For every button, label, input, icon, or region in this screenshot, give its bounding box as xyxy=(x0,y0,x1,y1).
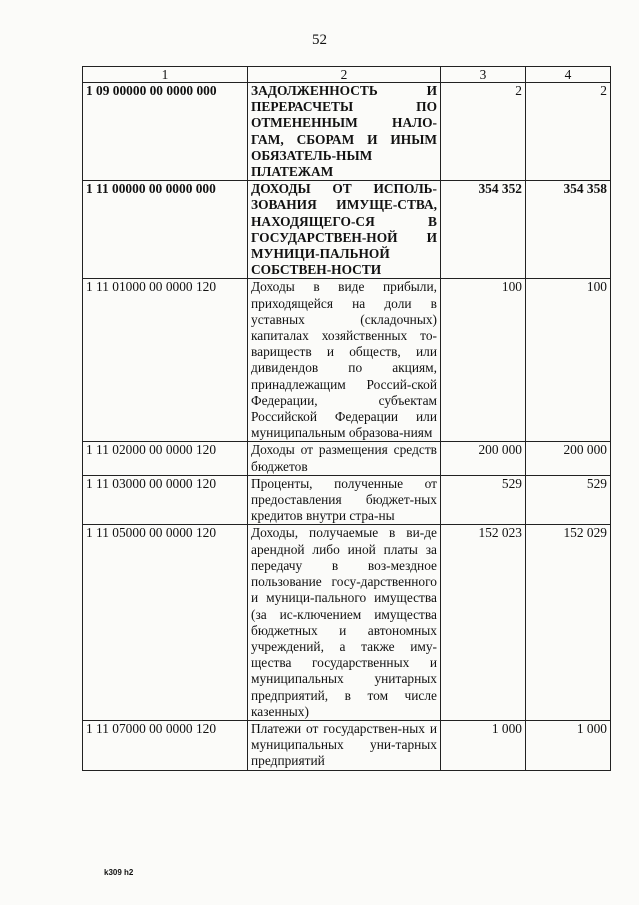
row-name: Доходы в виде прибыли, приходящейся на доли в уставных (складочных) капиталах хозяйственных то-вариществ и обществ, или дивидендов по акциям, принадлежащим Россий-ской Федерации, субъектам Российской Федерации или муниципальным образова-ниям xyxy=(248,279,441,442)
table-row xyxy=(83,442,611,475)
row-value-col3: 354 352 xyxy=(441,181,526,279)
row-name: Доходы от размещения средств бюджетов xyxy=(248,442,441,475)
row-value-col3: 100 xyxy=(441,279,526,442)
header-col-4: 4 xyxy=(526,67,611,83)
page-number: 52 xyxy=(312,32,327,48)
row-value-col4: 354 358 xyxy=(526,181,611,279)
row-name: Проценты, полученные от предоставления бюджет-ных кредитов внутри стра-ны xyxy=(248,475,441,525)
row-value-col3: 529 xyxy=(441,475,526,525)
header-row xyxy=(83,67,611,83)
row-code: 1 11 01000 00 0000 120 xyxy=(83,279,248,442)
table-row xyxy=(83,83,611,181)
row-code: 1 11 07000 00 0000 120 xyxy=(83,720,248,770)
table-row xyxy=(83,525,611,720)
row-name: ЗАДОЛЖЕННОСТЬ И ПЕРЕРАСЧЕТЫ ПО ОТМЕНЕННЫМ НАЛО-ГАМ, СБОРАМ И ИНЫМ ОБЯЗАТЕЛЬ-НЫМ ПЛАТЕЖАМ xyxy=(248,83,441,181)
table-row xyxy=(83,475,611,525)
row-code: 1 09 00000 00 0000 000 xyxy=(83,83,248,181)
table-row xyxy=(83,720,611,770)
row-code: 1 11 02000 00 0000 120 xyxy=(83,442,248,475)
row-name: Доходы, получаемые в ви-де арендной либо иной платы за передачу в воз-мездное пользование госу-дарственного и муници-пального имущества (за ис-ключением имущества бюджетных и автономных учреждений, а также иму-щества государственных и муниципальных унитарных предприятий, в том числе казенных) xyxy=(248,525,441,720)
row-name: Платежи от государствен-ных и муниципальных уни-тарных предприятий xyxy=(248,720,441,770)
row-name: ДОХОДЫ ОТ ИСПОЛЬ-ЗОВАНИЯ ИМУЩЕ-СТВА, НАХОДЯЩЕГО-СЯ В ГОСУДАРСТВЕН-НОЙ И МУНИЦИ-ПАЛЬНОЙ СОБСТВЕН-НОСТИ xyxy=(248,181,441,279)
table-row xyxy=(83,181,611,279)
header-col-1: 1 xyxy=(83,67,248,83)
table-body xyxy=(83,83,611,771)
row-code: 1 11 03000 00 0000 120 xyxy=(83,475,248,525)
row-code: 1 11 00000 00 0000 000 xyxy=(83,181,248,279)
header-col-2: 2 xyxy=(248,67,441,83)
table-header xyxy=(83,67,611,83)
row-code: 1 11 05000 00 0000 120 xyxy=(83,525,248,720)
row-value-col3: 200 000 xyxy=(441,442,526,475)
row-value-col4: 152 029 xyxy=(526,525,611,720)
row-value-col4: 100 xyxy=(526,279,611,442)
row-value-col3: 1 000 xyxy=(441,720,526,770)
header-col-3: 3 xyxy=(441,67,526,83)
footer-document-code: k309 h2 xyxy=(104,868,134,877)
row-value-col3: 2 xyxy=(441,83,526,181)
table-row xyxy=(83,279,611,442)
row-value-col4: 2 xyxy=(526,83,611,181)
revenue-table xyxy=(82,66,611,771)
row-value-col4: 529 xyxy=(526,475,611,525)
row-value-col4: 1 000 xyxy=(526,720,611,770)
row-value-col4: 200 000 xyxy=(526,442,611,475)
row-value-col3: 152 023 xyxy=(441,525,526,720)
